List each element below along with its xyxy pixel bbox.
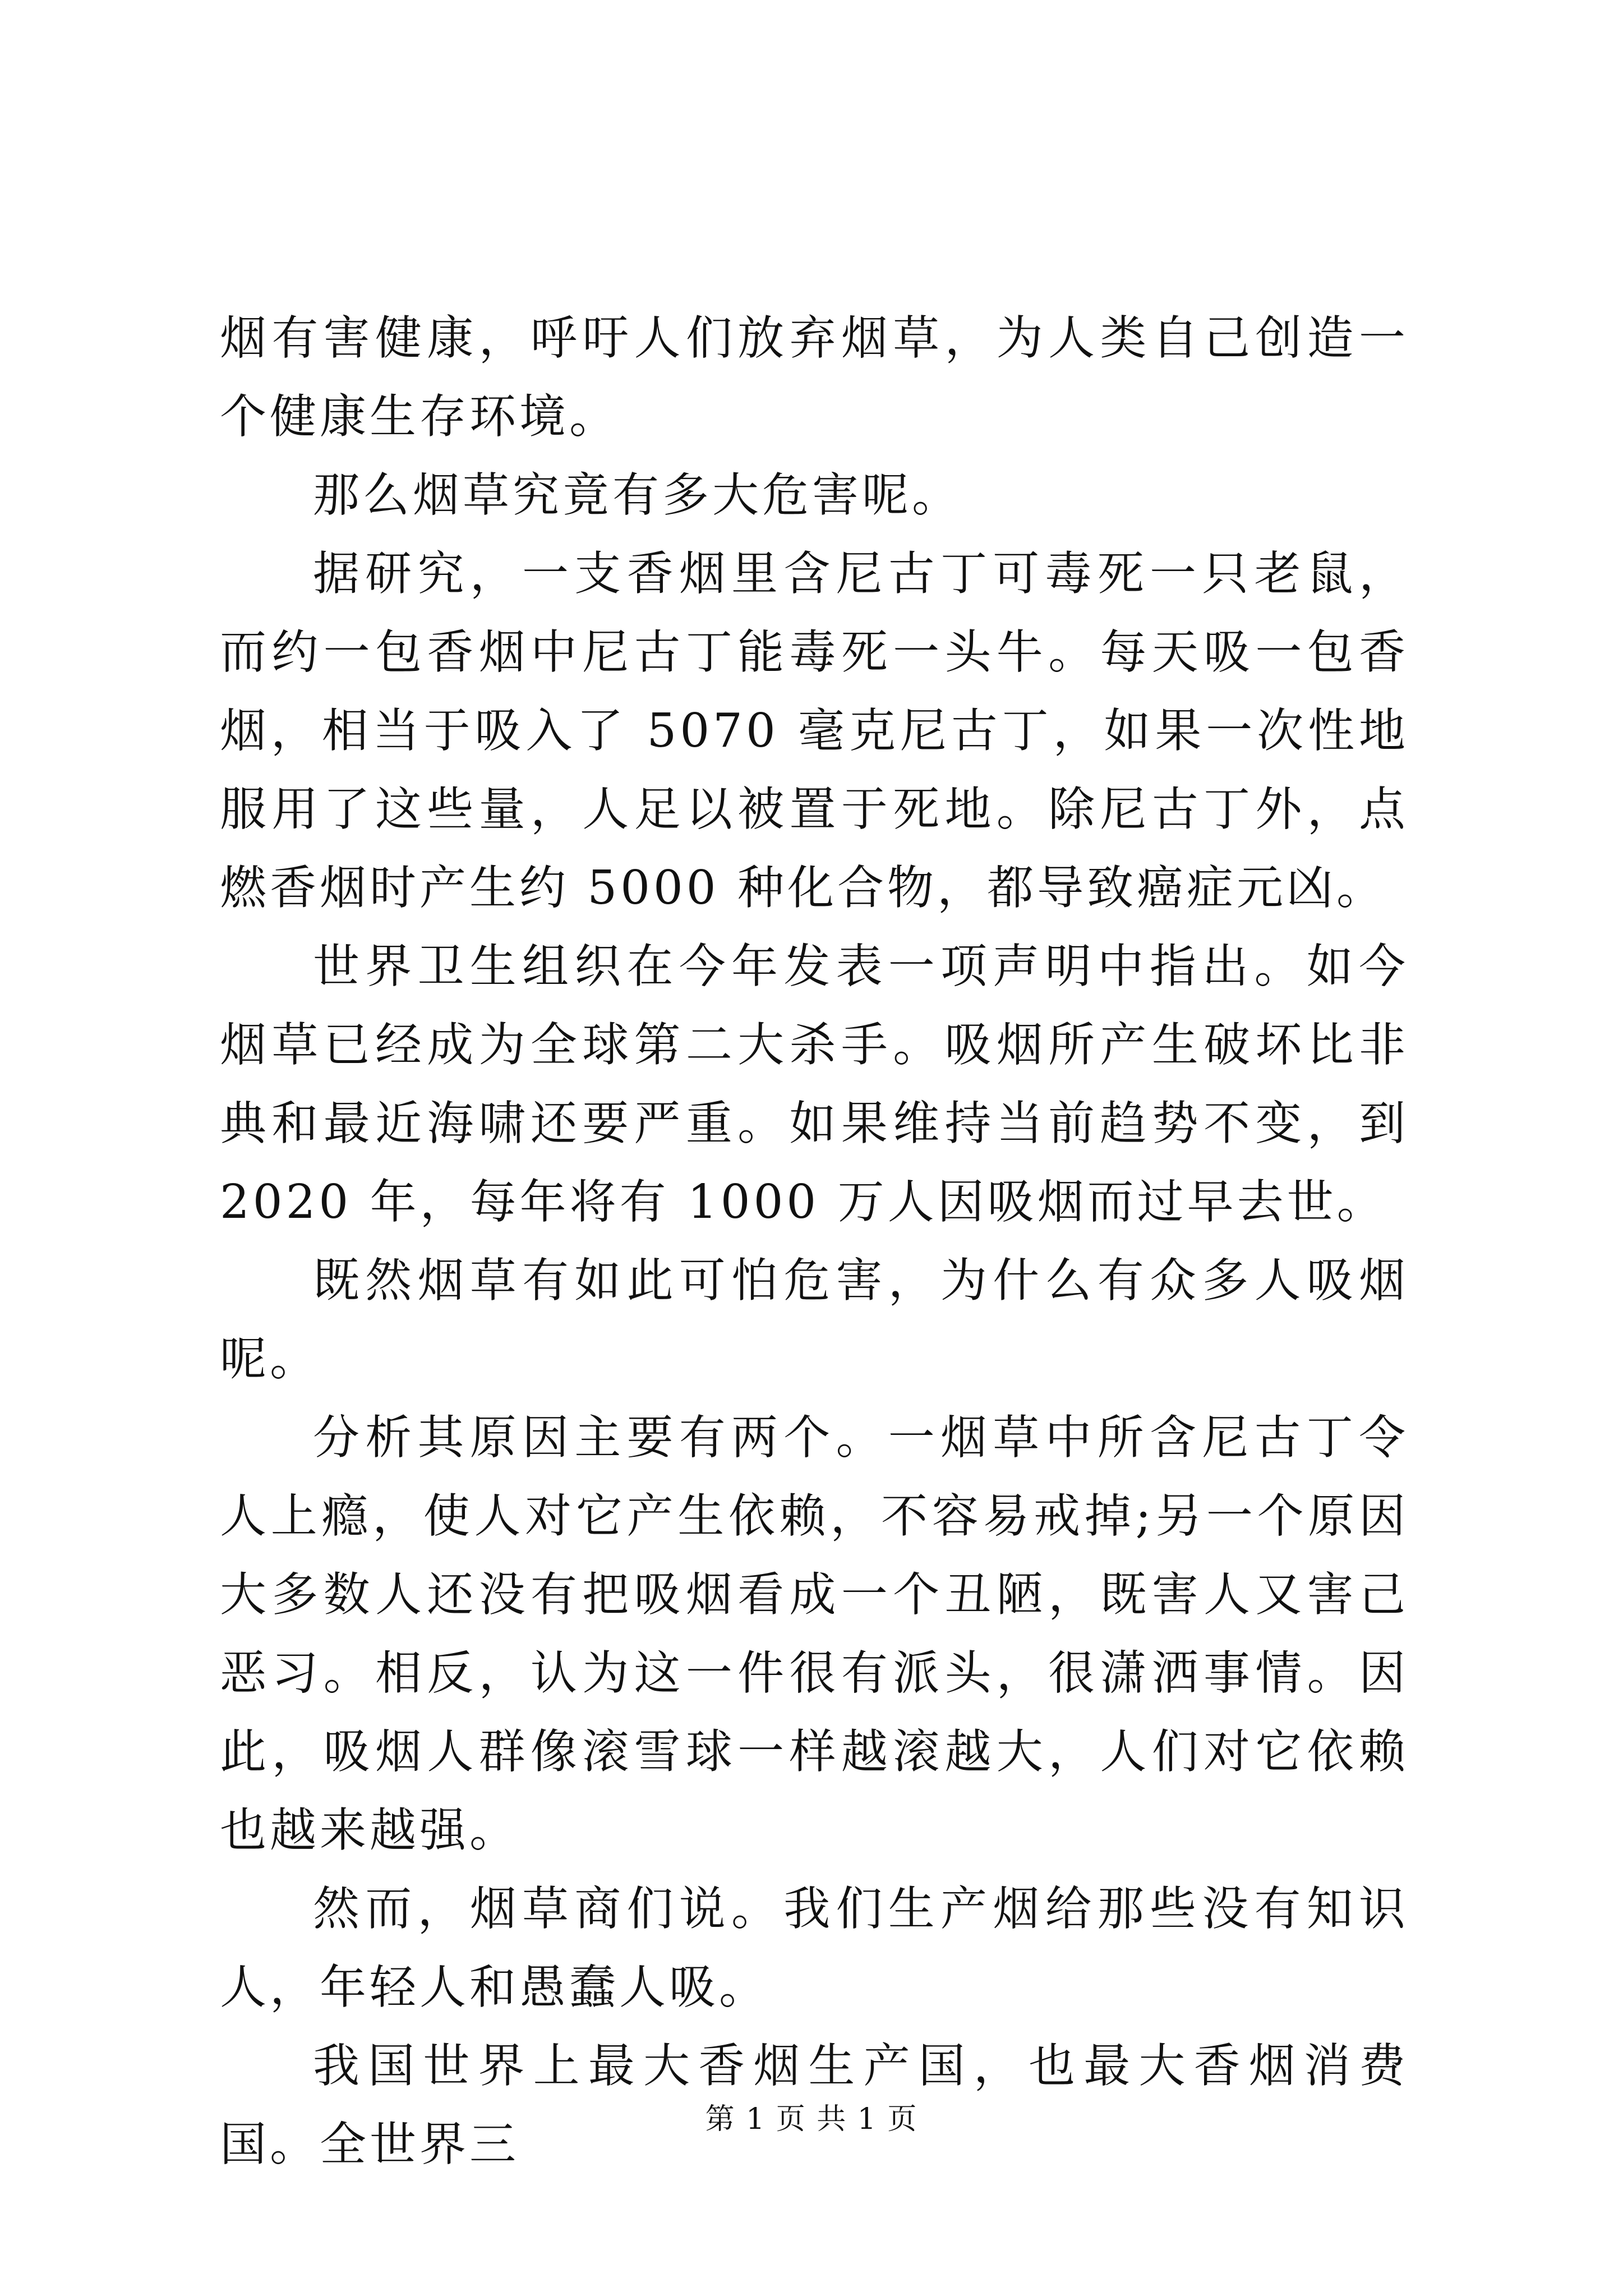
paragraph-4: 世界卫生组织在今年发表一项声明中指出。如今烟草已经成为全球第二大杀手。吸烟所产生破坏比非典和最近海啸还要严重。如果维持当前趋势不变，到 2020 年，每年将有 1000 万人因吸烟而过早去世。: [220, 939, 1409, 1229]
paragraph-7: 然而，烟草商们说。我们生产烟给那些没有知识人，年轻人和愚蠢人吸。: [220, 1881, 1409, 2014]
document-body: [220, 299, 1409, 2184]
paragraph-3: 据研究，一支香烟里含尼古丁可毒死一只老鼠，而约一包香烟中尼古丁能毒死一头牛。每天吸一包香烟，相当于吸入了 5070 毫克尼古丁，如果一次性地服用了这些量，人足以被置于死地。除尼古丁外，点燃香烟时产生约 5000 种化合物，都导致癌症元凶。: [220, 546, 1409, 915]
paragraph-2: 那么烟草究竟有多大危害呢。: [313, 468, 962, 522]
paragraph-6: 分析其原因主要有两个。一烟草中所含尼古丁令人上瘾，使人对它产生依赖，不容易戒掉;另一个原因大多数人还没有把吸烟看成一个丑陋，既害人又害己恶习。相反，认为这一件很有派头，很潇洒事情。因此，吸烟人群像滚雪球一样越滚越大，人们对它依赖也越来越强。: [220, 1410, 1409, 1857]
paragraph-8: 我国世界上最大香烟生产国，也最大香烟消费国。全世界三: [220, 2039, 1409, 2171]
paragraph-1: 烟有害健康，呼吁人们放弃烟草，为人类自己创造一个健康生存环境。: [220, 311, 1409, 444]
page-footer: 第 1 页 共 1 页: [705, 2102, 918, 2136]
paragraph-5: 既然烟草有如此可怕危害，为什么有众多人吸烟呢。: [220, 1253, 1409, 1386]
